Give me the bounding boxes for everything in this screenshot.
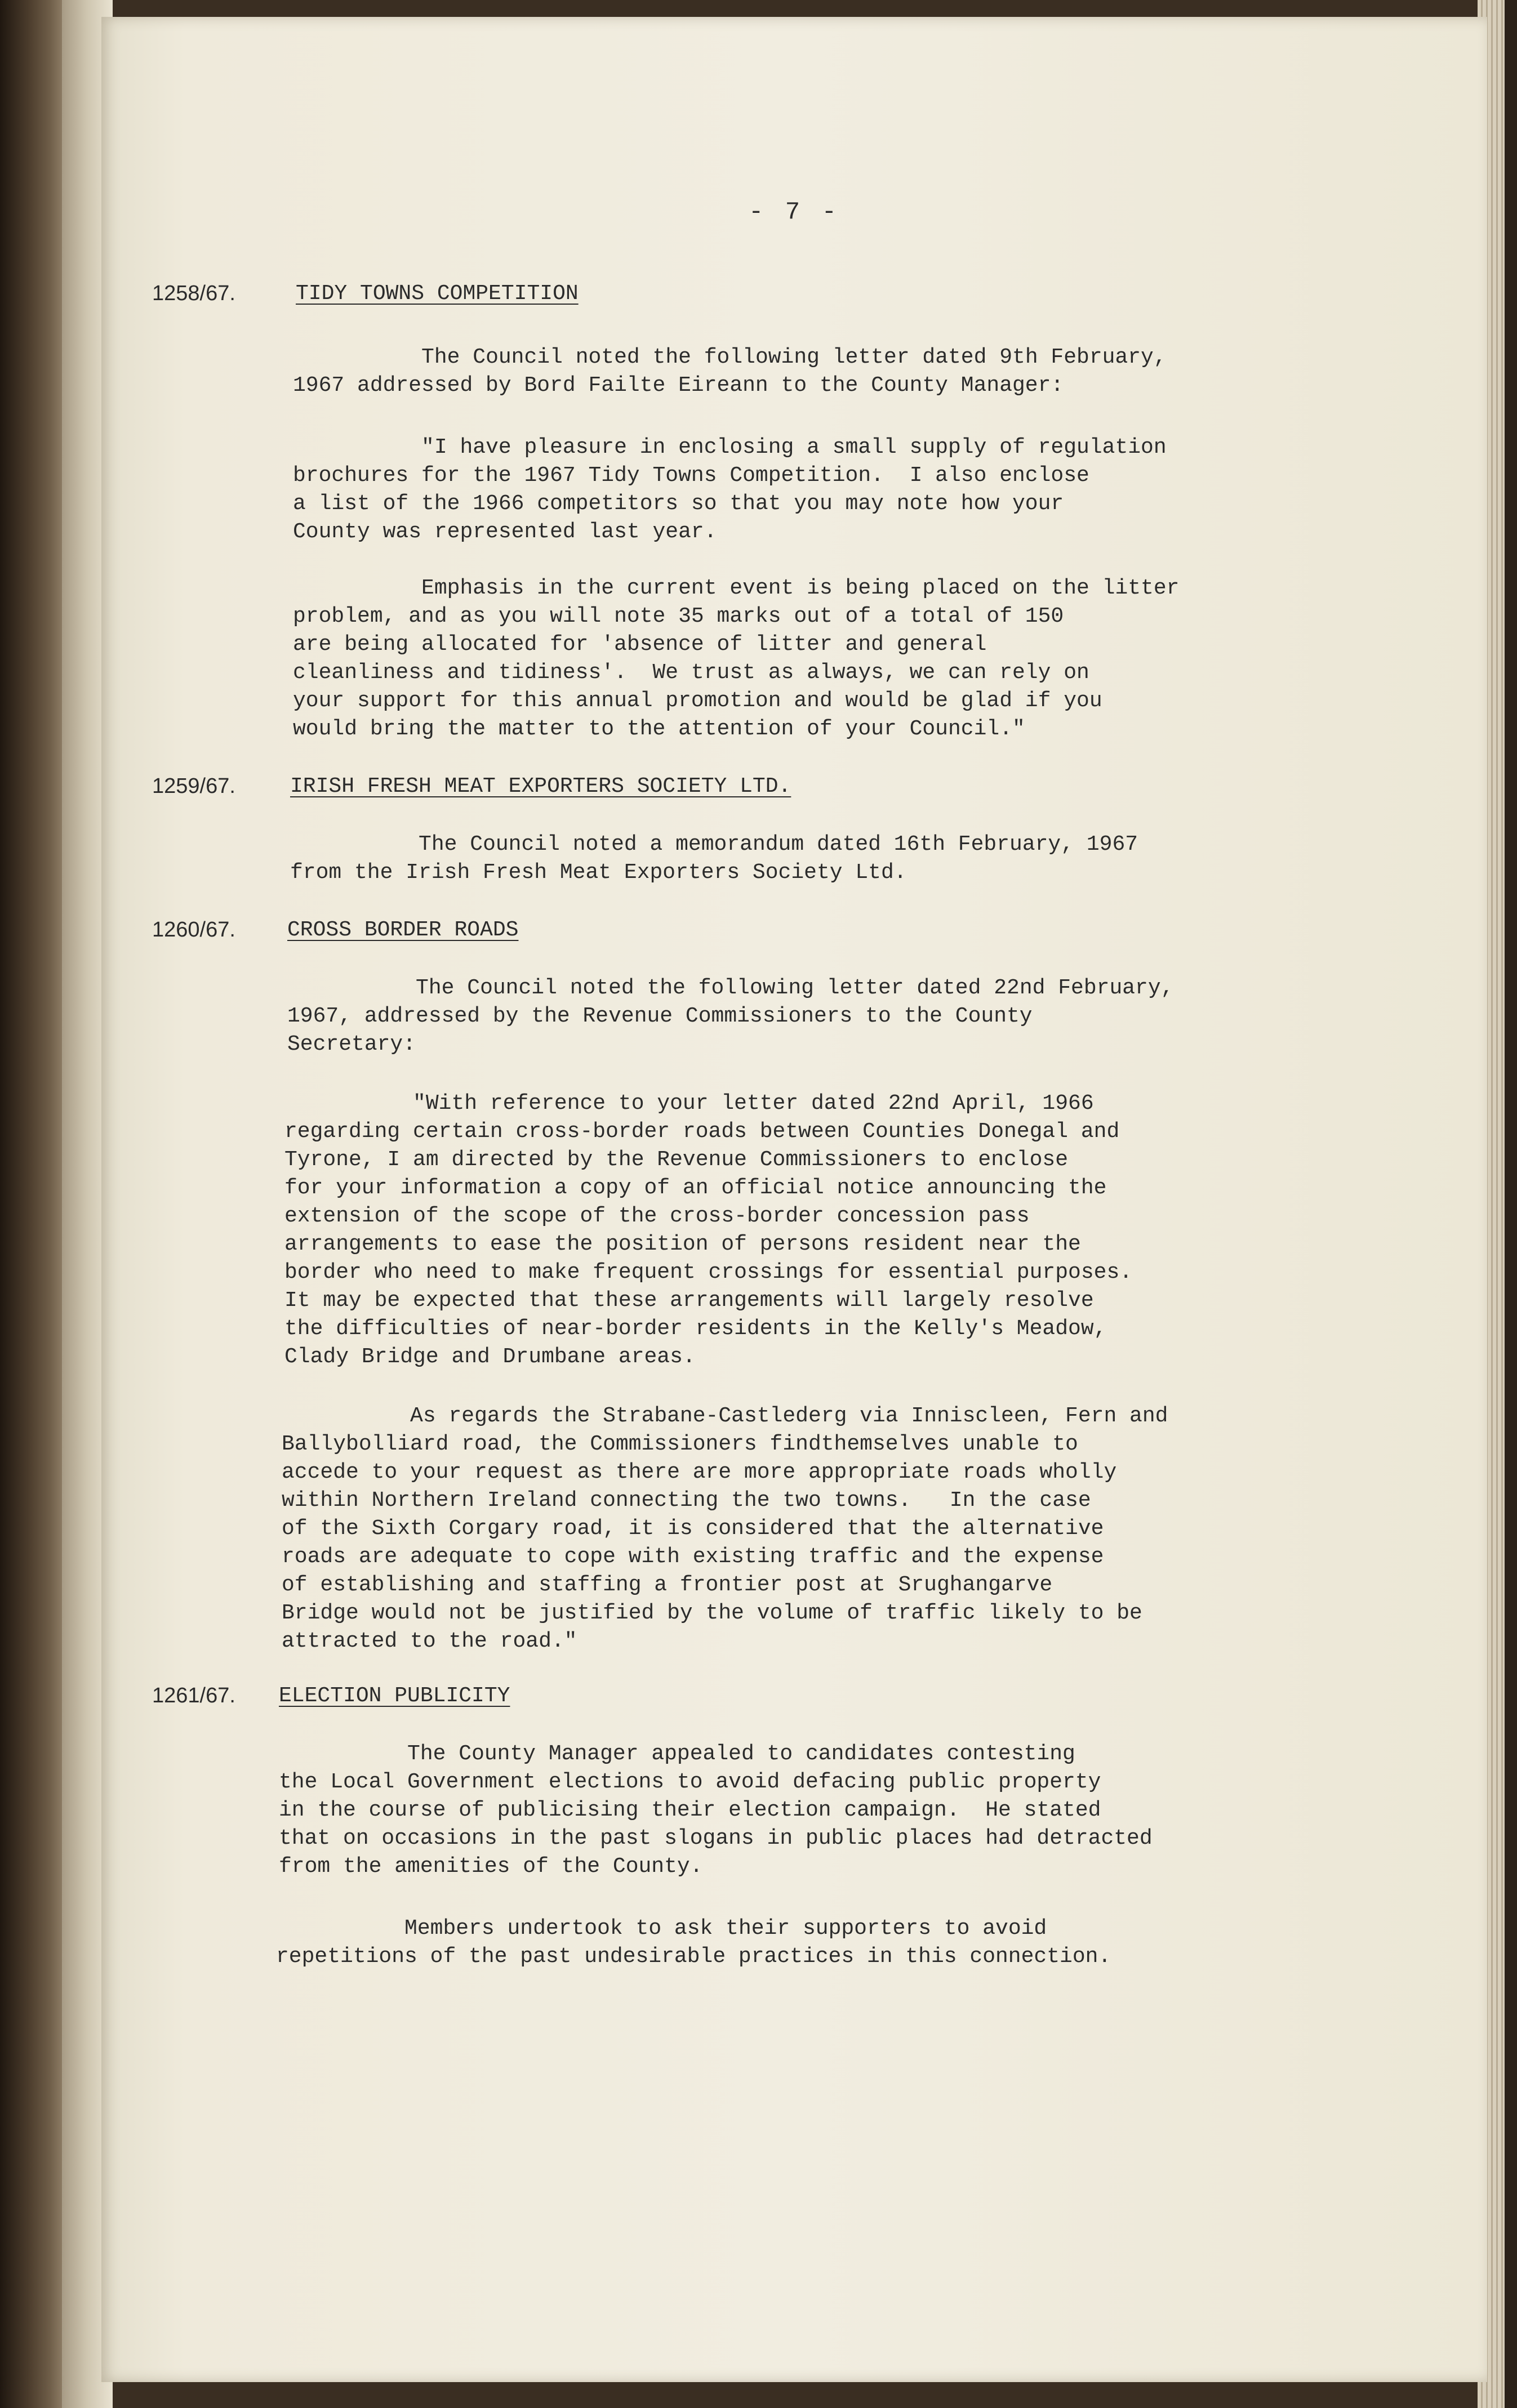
minute-paragraph: The Council noted a memorandum dated 16th February, 1967 from the Irish Fresh Meat Exporters Society Ltd. xyxy=(290,832,1138,885)
minute-number: 1259/67. xyxy=(152,774,235,798)
minute-number: 1260/67. xyxy=(152,918,235,942)
minute-paragraph: "I have pleasure in enclosing a small supply of regulation brochures for the 1967 Tidy Towns Competition. I also enclose a list of the 1966 competitors so that you may note how your County was represented last year. xyxy=(293,435,1167,544)
minute-paragraph: The Council noted the following letter dated 9th February, 1967 addressed by Bord Failte Eireann to the County Manager: xyxy=(293,345,1167,398)
book-binding xyxy=(0,0,62,2408)
minute-heading: CROSS BORDER ROADS xyxy=(287,918,519,942)
minute-heading: ELECTION PUBLICITY xyxy=(279,1684,510,1708)
minute-paragraph: Emphasis in the current event is being placed on the litter problem, and as you will note 35 marks out of a total of 150 are being allocated for 'absence of litter and general cleanliness and tidiness'. We trust as always, we can rely on your support for this annual promotion and would be glad if you would bring the matter to the attention of your Council." xyxy=(293,576,1180,741)
minute-paragraph: "With reference to your letter dated 22nd April, 1966 regarding certain cross-border roads between Counties Donegal and Tyrone, I am directed by the Revenue Commissioners to enclose for your information a copy of an official notice announcing the extension of the scope of the cross-border concession pass arrangements to ease the position of persons resident near the border who need to make frequent crossings for essential purposes. It may be expected that these arrangements will largely resolve the difficulties of near-border residents in the Kelly's Meadow, Clady Bridge and Drumbane areas. xyxy=(284,1091,1133,1369)
minute-heading: TIDY TOWNS COMPETITION xyxy=(296,282,579,306)
document-page xyxy=(101,17,1487,2382)
minute-paragraph: As regards the Strabane-Castlederg via Inniscleen, Fern and Ballybolliard road, the Commissioners findthemselves unable to accede to your request as there are more appropriate roads wholly within Northern Ireland connecting the two towns. In the case of the Sixth Corgary road, it is considered that the alternative roads are adequate to cope with existing traffic and the expense of establishing and staffing a frontier post at Srughangarve Bridge would not be justified by the volume of traffic likely to be attracted to the road." xyxy=(282,1404,1168,1653)
minute-paragraph: The Council noted the following letter dated 22nd February, 1967, addressed by the Revenue Commissioners to the County Secretary: xyxy=(287,976,1174,1056)
minute-number: 1261/67. xyxy=(152,1684,235,1707)
minute-paragraph: The County Manager appealed to candidates contesting the Local Government elections to avoid defacing public property in the course of publicising their election campaign. He stated that on occasions in the past slogans in public places had detracted from the amenities of the County. xyxy=(279,1742,1153,1879)
page-number: - 7 - xyxy=(748,198,840,226)
minute-heading: IRISH FRESH MEAT EXPORTERS SOCIETY LTD. xyxy=(290,774,791,799)
minute-number: 1258/67. xyxy=(152,282,235,305)
minute-paragraph: Members undertook to ask their supporters to avoid repetitions of the past undesirable practices in this connection. xyxy=(276,1916,1111,1969)
